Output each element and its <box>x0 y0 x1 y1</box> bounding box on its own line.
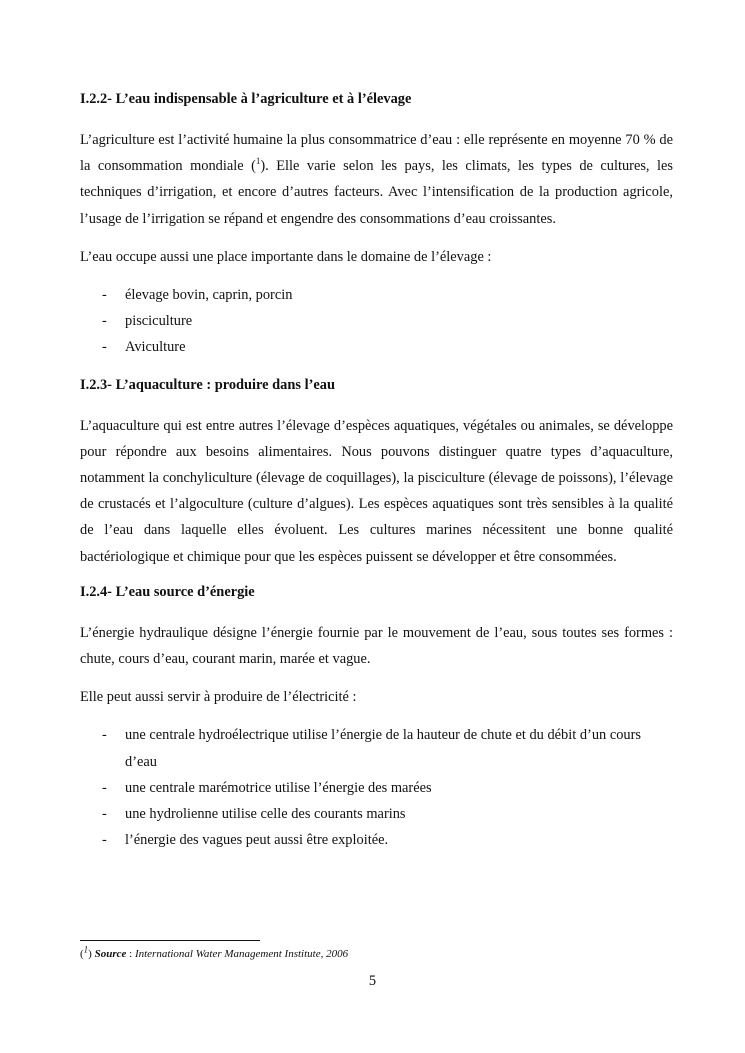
footnote-reference[interactable]: 1 <box>255 156 261 167</box>
list-marker: - <box>102 727 107 744</box>
list-item <box>80 334 673 360</box>
list-item <box>80 775 673 801</box>
list-marker: - <box>102 832 107 849</box>
list-marker: - <box>102 779 107 796</box>
footnote-ref-close: ) <box>88 948 92 960</box>
section-heading: I.2.2- L’eau indispensable à l’agriculture et à l’élevage <box>80 91 412 107</box>
list-item-text: l’énergie des vagues peut aussi être exploitée. <box>125 832 389 849</box>
bullet-list <box>80 282 673 361</box>
paragraph: Elle peut aussi servir à produire de l’électricité : <box>80 689 357 706</box>
list-item-text: élevage bovin, caprin, porcin <box>125 287 293 304</box>
paragraph <box>80 127 673 232</box>
list-item <box>80 827 673 853</box>
footnote-separator <box>80 940 260 941</box>
paragraph: L’énergie hydraulique désigne l’énergie fournie par le mouvement de l’eau, sous toutes ses formes : chute, cours d’eau, courant marin, marée et vague. <box>80 624 673 668</box>
list-marker: - <box>102 287 107 304</box>
list-marker: - <box>102 339 107 356</box>
paragraph: L’eau occupe aussi une place importante dans le domaine de l’élevage : <box>80 248 492 265</box>
bullet-list <box>80 722 673 853</box>
footnote-text: International Water Management Institute, 2006 <box>134 948 349 960</box>
paragraph-text: ). Elle varie selon les pays, les climats, les types de cultures, les techniques d’irrigation, et encore d’autres facteurs. Avec l’intensification de la production agricole, l’usage de l’irrigation se répand et engendre des consommations d’eau croissantes. <box>80 158 673 227</box>
list-item <box>80 801 673 827</box>
list-item-text: une hydrolienne utilise celle des courants marins <box>125 806 406 823</box>
list-item <box>80 722 673 774</box>
list-item-text: une centrale marémotrice utilise l’énergie des marées <box>125 779 432 796</box>
list-item <box>80 282 673 308</box>
paragraph-text: L’agriculture est l’activité humaine la plus consommatrice d’eau : elle représente en moyenne 70 % de la consommation mondiale ( <box>80 132 673 175</box>
list-item <box>80 308 673 334</box>
footnote-separator-text: : <box>126 948 135 960</box>
page-number: 5 <box>368 973 377 989</box>
list-item-text: une centrale hydroélectrique utilise l’énergie de la hauteur de chute et du débit d’un cours d’eau <box>125 727 641 770</box>
footnote-number: 1 <box>83 944 89 955</box>
footnote <box>80 944 349 961</box>
footnote-label: Source <box>94 948 127 960</box>
footnote-ref-open: ( <box>80 948 84 960</box>
section-heading: I.2.4- L’eau source d’énergie <box>80 583 255 600</box>
list-marker: - <box>102 313 107 330</box>
paragraph: L’aquaculture qui est entre autres l’élevage d’espèces aquatiques, végétales ou animales, se développe pour répondre aux besoins alimentaires. Nous pouvons distinguer quatre types d’aquaculture, notamment la conchyliculture (élevage de coquillages), la pisciculture (élevage de poissons), l’élevage de crustacés et l’algoculture (culture d’algues). Les espèces aquatiques sont très sensibles à la qualité de l’eau dans laquelle elles évoluent. Les cultures marines nécessitent une bonne qualité bactériologique et chimique pour que les espèces puissent se développer et être consommées. <box>80 417 673 565</box>
list-marker: - <box>102 806 107 823</box>
list-item-text: Aviculture <box>125 339 186 356</box>
section-heading: I.2.3- L’aquaculture : produire dans l’eau <box>80 376 335 393</box>
page-content <box>80 89 673 867</box>
list-item-text: pisciculture <box>125 313 193 330</box>
